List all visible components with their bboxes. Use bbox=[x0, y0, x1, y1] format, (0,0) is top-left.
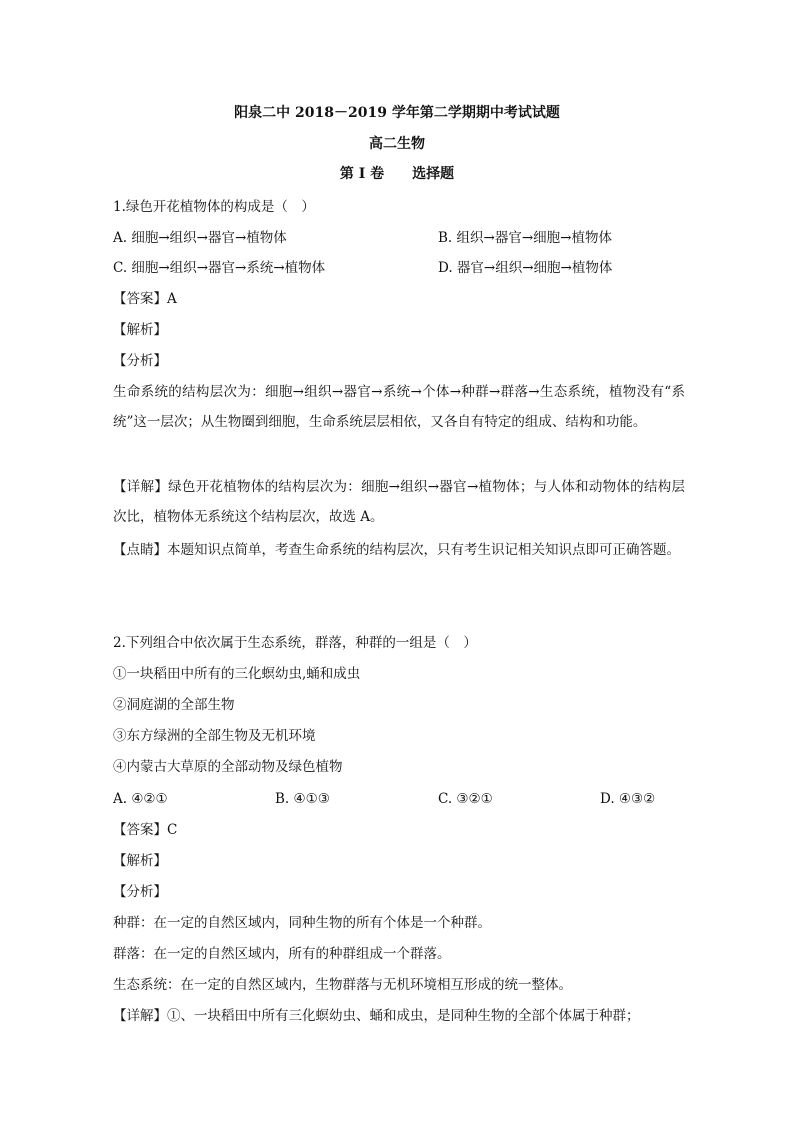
q1-detail bbox=[113, 472, 685, 532]
q2-option-a: A. ④②① bbox=[113, 791, 168, 807]
q2-detail-text: ①、一块稻田中所有三化螟幼虫、蛹和成虫，是同种生物的全部个体属于种群； bbox=[167, 1008, 640, 1024]
subject-title: 高二生物 bbox=[369, 136, 425, 152]
q1-stem: 1.绿色开花植物体的构成是（ ） bbox=[113, 199, 315, 215]
q1-comment-label: 【点睛】 bbox=[113, 542, 167, 558]
q1-detail-text: 绿色开花植物体的结构层次为：细胞→组织→器官→植物体；与人体和动物体的结构层次比，植物体无系统这个结构层次，故选 A。 bbox=[113, 479, 686, 525]
q2-stem: 2.下列组合中依次属于生态系统，群落，种群的一组是（ ） bbox=[113, 635, 477, 651]
q2-def-ecosystem: 生态系统：在一定的自然区域内，生物群落与无机环境相互形成的统一整体。 bbox=[113, 977, 572, 993]
q2-option-d: D. ④③② bbox=[600, 791, 656, 807]
q2-option-b: B. ④①③ bbox=[275, 791, 330, 807]
q1-answer: 【答案】A bbox=[113, 291, 177, 307]
q2-item-3: ③东方绿洲的全部生物及无机环境 bbox=[113, 728, 316, 744]
q2-def-population: 种群：在一定的自然区域内，同种生物的所有个体是一个种群。 bbox=[113, 915, 491, 931]
section-title: 第 I 卷 选择题 bbox=[339, 166, 455, 182]
q1-detail-label: 【详解】 bbox=[113, 479, 169, 495]
q1-fenxi-text: 生命系统的结构层次为：细胞→组织→器官→系统→个体→种群→群落→生态系统，植物没有“系统”这一层次；从生物圈到细胞，生命系统层层相依，又各自有特定的组成、结构和功能。 bbox=[113, 384, 685, 430]
q1-option-c: C. 细胞→组织→器官→系统→植物体 bbox=[113, 260, 326, 276]
q1-option-d: D. 器官→组织→细胞→植物体 bbox=[438, 260, 613, 276]
q2-def-community: 群落：在一定的自然区域内，所有的种群组成一个群落。 bbox=[113, 946, 451, 962]
q2-fenxi-label: 【分析】 bbox=[113, 884, 167, 900]
q2-item-2: ②洞庭湖的全部生物 bbox=[113, 697, 235, 713]
q1-comment bbox=[113, 535, 685, 565]
q2-detail-label: 【详解】 bbox=[113, 1008, 167, 1024]
q1-fenxi-label: 【分析】 bbox=[113, 353, 167, 369]
q2-item-4: ④内蒙古大草原的全部动物及绿色植物 bbox=[113, 759, 343, 775]
q2-answer: 【答案】C bbox=[113, 822, 178, 838]
q2-option-c: C. ③②① bbox=[438, 791, 493, 807]
exam-title: 阳泉二中 2018－2019 学年第二学期期中考试试题 bbox=[234, 105, 560, 121]
q2-analysis-label: 【解析】 bbox=[113, 853, 167, 869]
q2-item-1: ①一块稻田中所有的三化螟幼虫,蛹和成虫 bbox=[113, 666, 361, 682]
q2-detail bbox=[113, 1006, 640, 1026]
q1-option-a: A. 细胞→组织→器官→植物体 bbox=[113, 230, 287, 246]
q1-option-b: B. 组织→器官→细胞→植物体 bbox=[438, 230, 612, 246]
q1-comment-text: 本题知识点简单，考查生命系统的结构层次，只有考生识记相关知识点即可正确答题。 bbox=[167, 542, 680, 558]
q1-analysis-label: 【解析】 bbox=[113, 322, 167, 338]
